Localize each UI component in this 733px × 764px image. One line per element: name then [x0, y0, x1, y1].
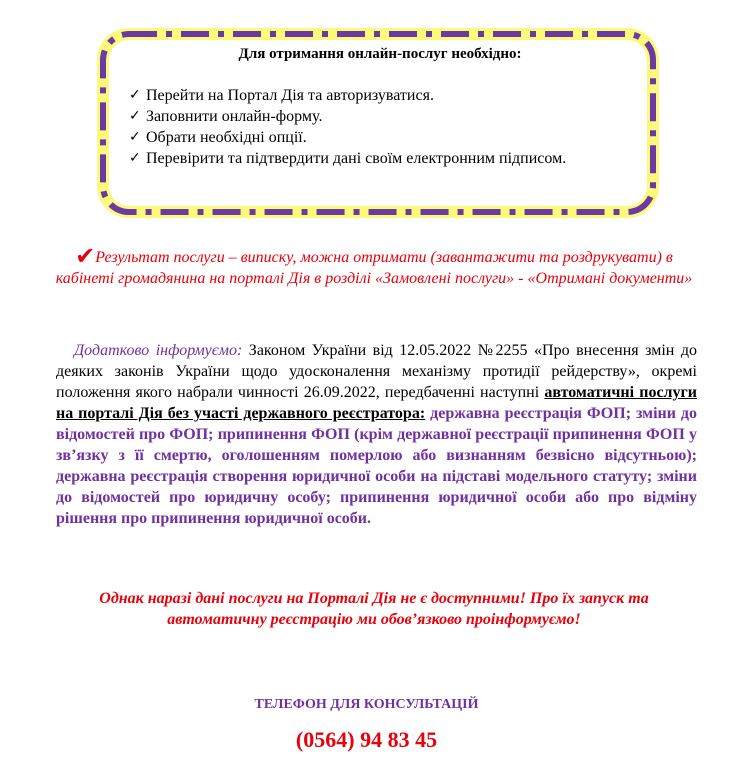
- check-icon: ✓: [129, 87, 141, 103]
- auto-services-label: автоматичні послуги на порталі Дія без участі державного реєстратора:: [56, 384, 698, 422]
- result-paragraph: [50, 242, 698, 289]
- phone-number: (0564) 94 83 45: [295, 727, 438, 752]
- list-item: ✓ Заповнити онлайн-форму.: [129, 108, 323, 125]
- additional-info-paragraph: [56, 340, 697, 529]
- check-icon: ✔: [75, 242, 96, 270]
- notice-title: Для отримання онлайн-послуг необхідно:: [238, 46, 522, 62]
- check-icon: ✓: [129, 129, 141, 145]
- additional-lead: Додатково інформуємо:: [74, 342, 243, 359]
- result-text: Результат послуги – виписку, можна отримати (завантажити та роздрукувати) в кабінеті громадянина на порталі Дія в розділі «Замовлені послуги» - «Отримані документи»: [55, 249, 693, 287]
- steps-list: [129, 85, 631, 169]
- notice-box: [97, 28, 659, 218]
- services-list-text: державна реєстрація ФОП; зміни до відомостей про ФОП; припинення ФОП (крім державної реєстрації припинення ФОП у зв’язку з її смертю, оголошенням померлою або визнанням безвісно відсутньою); державна реєстрація створення юридичної особи на підставі модельного статуту; зміни до відомостей про юридичну особу; припинення юридичної особи або про відміну рішення про припинення юридичної особи.: [56, 405, 698, 527]
- warning-text: Однак наразі дані послуги на Порталі Дія не є доступними! Про їх запуск та автоматичну реєстрацію ми обов’язково проінформуємо!: [99, 590, 649, 628]
- list-item: ✓ Перейти на Портал Дія та авторизуватися.: [129, 87, 434, 104]
- check-icon: ✓: [129, 108, 141, 124]
- additional-text: Законом України від 12.05.2022 №2255 «Про внесення змін до деяких законів України щодо удосконалення механізму протидії рейдерству», окремі положення якого набрали чинності 26.09.2022, передбаченні наступні: [56, 342, 697, 401]
- list-item: ✓ Перевірити та підтвердити дані своїм електронним підписом.: [129, 150, 567, 167]
- check-icon: ✓: [129, 150, 141, 166]
- list-item: ✓ Обрати необхідні опції.: [129, 129, 307, 146]
- phone-label: ТЕЛЕФОН ДЛЯ КОНСУЛЬТАЦІЙ: [254, 697, 479, 712]
